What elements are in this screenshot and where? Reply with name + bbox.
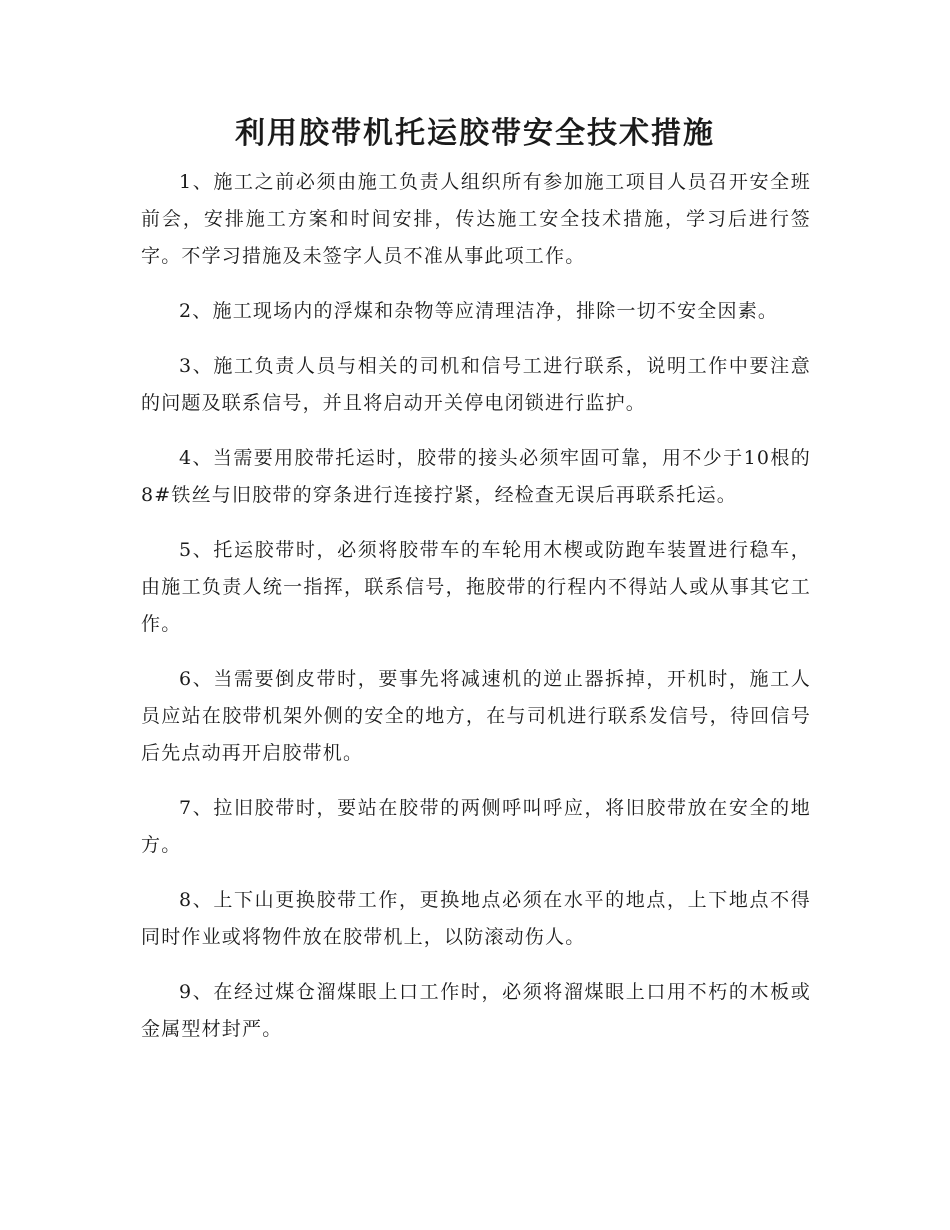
paragraph-9: 9、在经过煤仓溜煤眼上口工作时，必须将溜煤眼上口用不朽的木板或金属型材封严。	[141, 981, 811, 1040]
paragraph-2: 2、施工现场内的浮煤和杂物等应清理洁净，排除一切不安全因素。	[179, 300, 779, 322]
paragraph-7: 7、拉旧胶带时，要站在胶带的两侧呼叫呼应，将旧胶带放在安全的地方。	[141, 797, 811, 856]
paragraph-8: 8、上下山更换胶带工作，更换地点必须在水平的地点，上下地点不得同时作业或将物件放在胶带机上，以防滚动伤人。	[141, 889, 811, 948]
paragraph-1: 1、施工之前必须由施工负责人组织所有参加施工项目人员召开安全班前会，安排施工方案和时间安排，传达施工安全技术措施，学习后进行签字。不学习措施及未签字人员不准从事此项工作。	[141, 171, 811, 267]
paragraph-3: 3、施工负责人员与相关的司机和信号工进行联系，说明工作中要注意的问题及联系信号，并且将启动开关停电闭锁进行监护。	[141, 355, 811, 414]
document-body	[141, 164, 811, 1066]
document-title: 利用胶带机托运胶带安全技术措施	[235, 116, 715, 151]
paragraph-4: 4、当需要用胶带托运时，胶带的接头必须牢固可靠，用不少于10根的8#铁丝与旧胶带的穿条进行连接拧紧，经检查无误后再联系托运。	[141, 447, 811, 506]
paragraph-5: 5、托运胶带时，必须将胶带车的车轮用木楔或防跑车装置进行稳车，由施工负责人统一指挥，联系信号，拖胶带的行程内不得站人或从事其它工作。	[141, 539, 811, 635]
paragraph-6: 6、当需要倒皮带时，要事先将减速机的逆止器拆掉，开机时，施工人员应站在胶带机架外侧的安全的地方，在与司机进行联系发信号，待回信号后先点动再开启胶带机。	[141, 668, 811, 764]
